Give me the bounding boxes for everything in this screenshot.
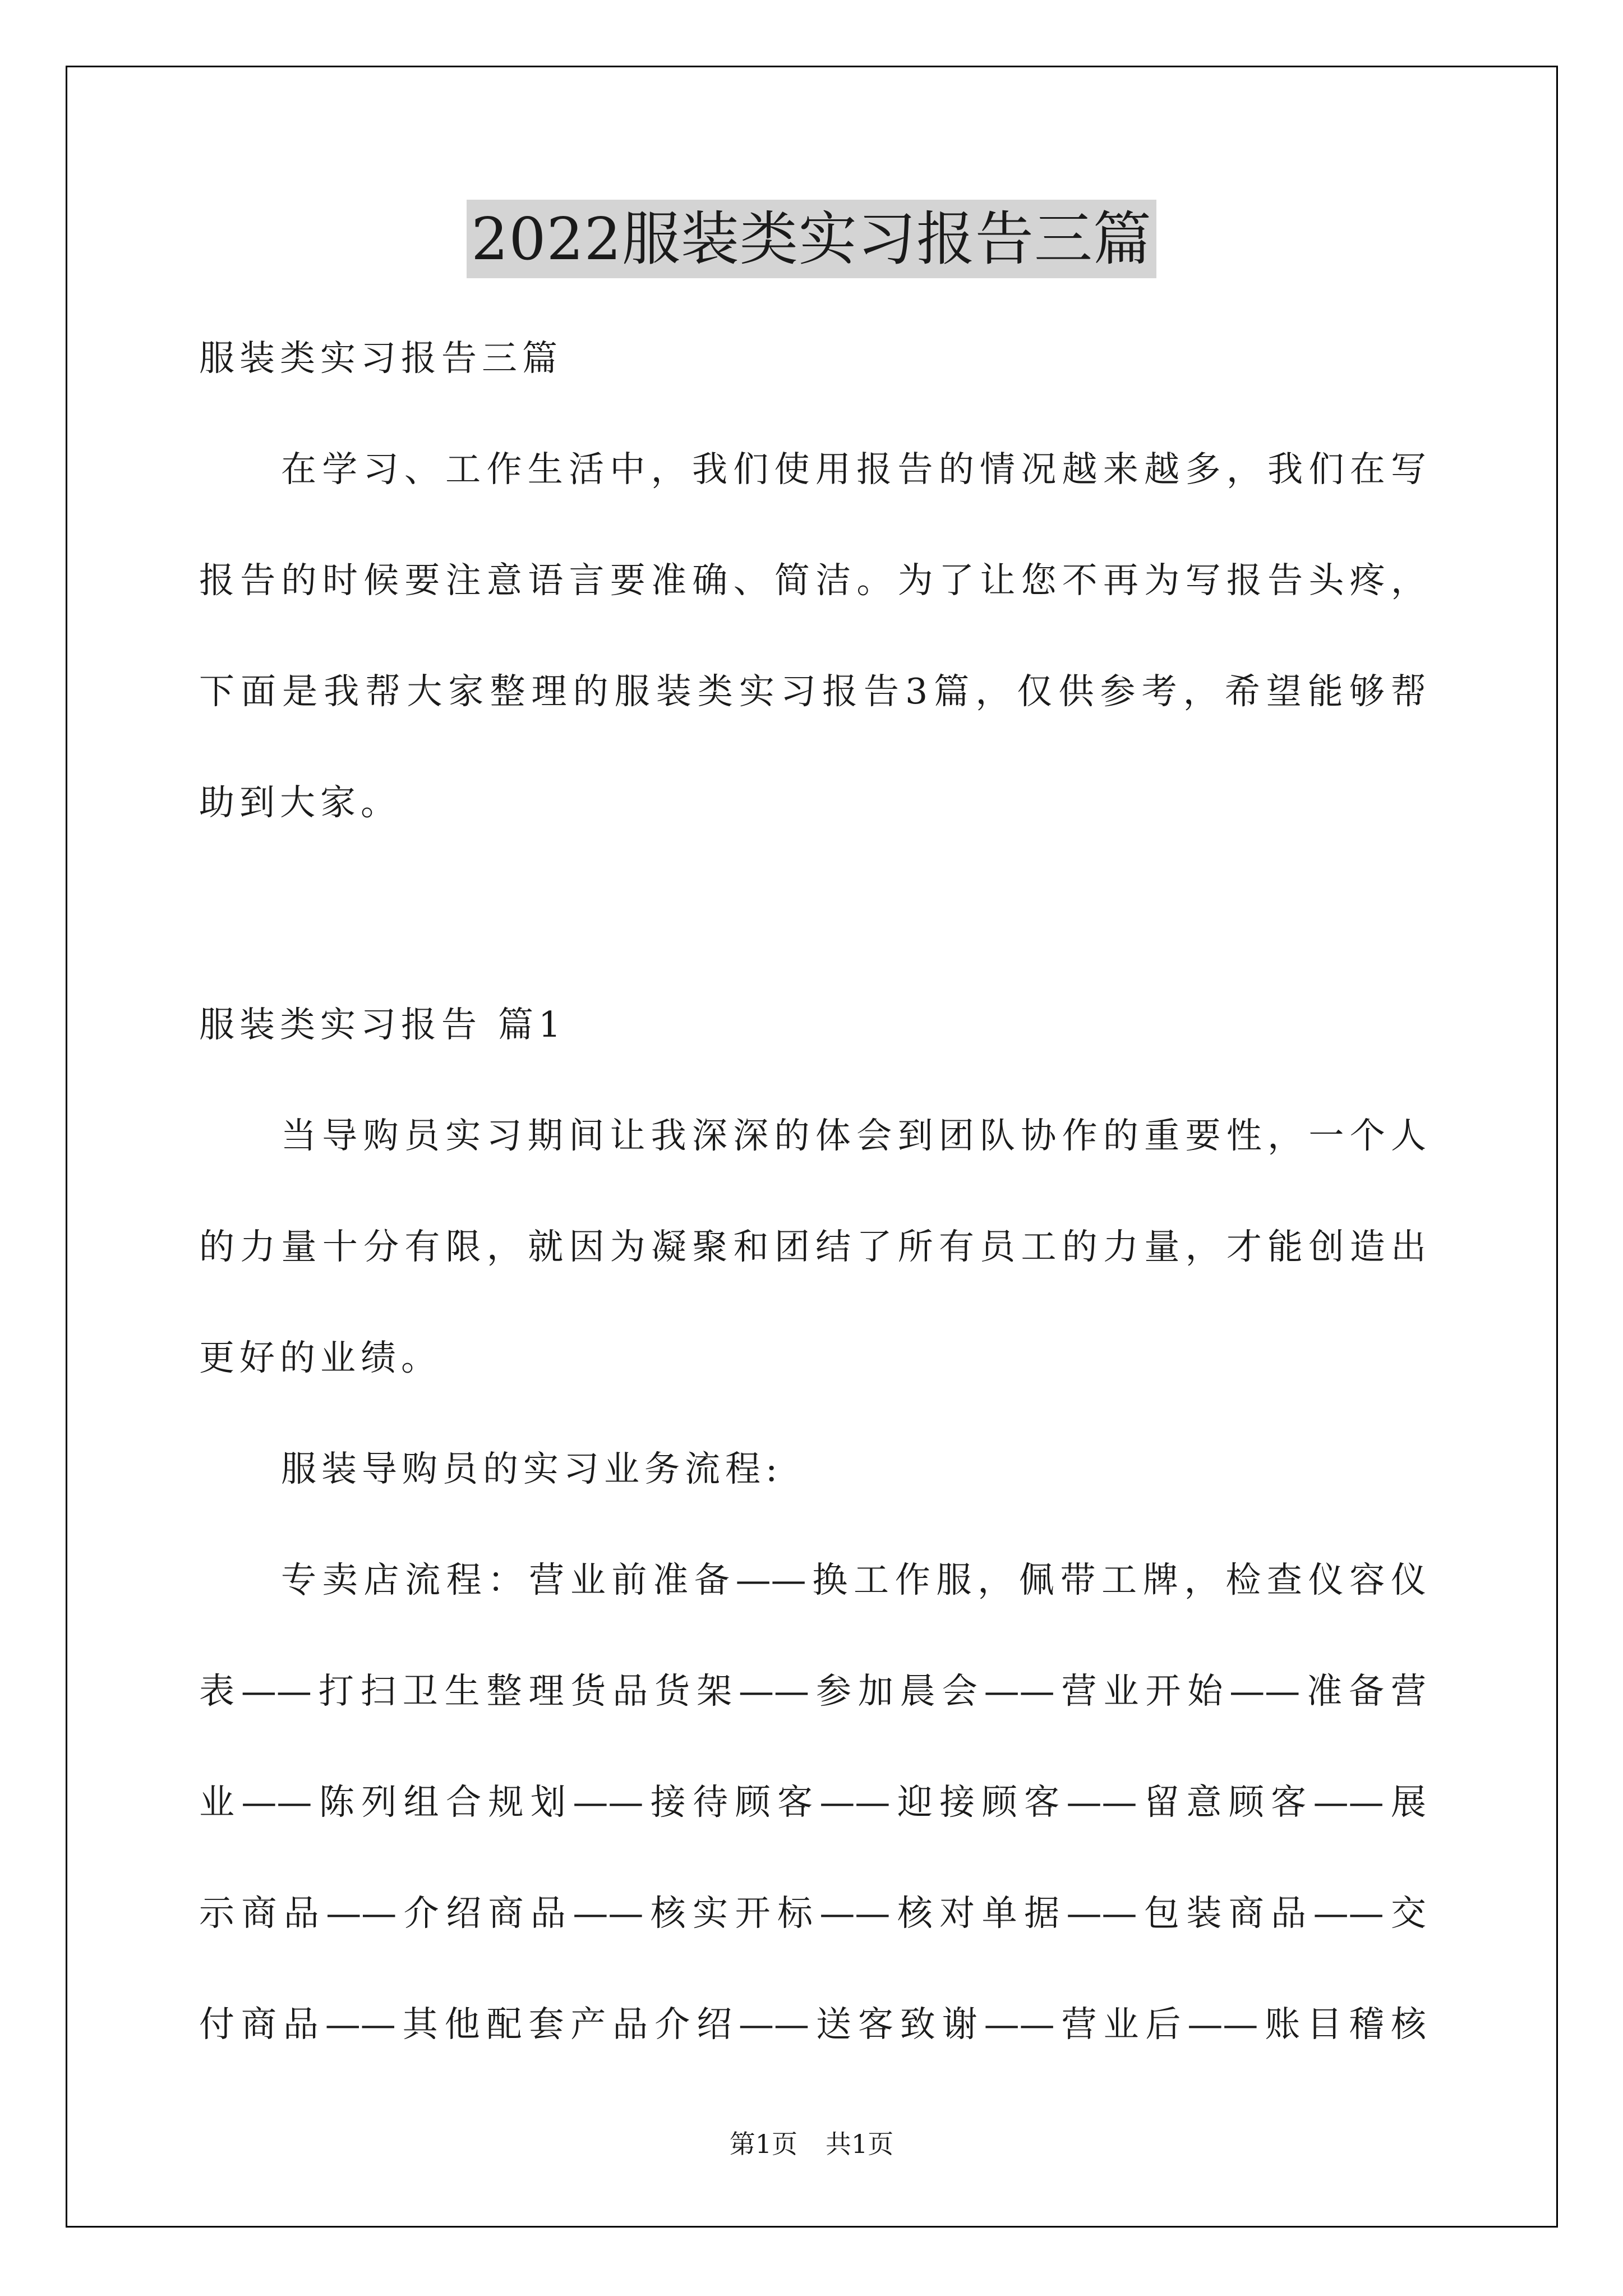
paragraph-line: 付商品——其他配套产品介绍——送客致谢——营业后——账目稽核 xyxy=(199,2004,1426,2045)
paragraph-line: 专卖店流程：营业前准备——换工作服，佩带工牌，检查仪容仪 xyxy=(281,1559,1426,1600)
paragraph-line: 业——陈列组合规划——接待顾客——迎接顾客——留意顾客——展 xyxy=(199,1782,1426,1823)
paragraph-line: 表——打扫卫生整理货品货架——参加晨会——营业开始——准备营 xyxy=(199,1671,1426,1711)
intro-line: 在学习、工作生活中，我们使用报告的情况越来越多，我们在写 xyxy=(281,449,1426,490)
page-footer xyxy=(0,2127,1623,2161)
intro-line: 下面是我帮大家整理的服装类实习报告3篇，仅供参考，希望能够帮 xyxy=(199,671,1426,712)
page-number: 第1页 xyxy=(729,2129,797,2159)
intro-line: 助到大家。 xyxy=(199,782,401,823)
paragraph-line: 更好的业绩。 xyxy=(199,1337,441,1378)
paragraph-line: 示商品——介绍商品——核实开标——核对单据——包装商品——交 xyxy=(199,1893,1426,1934)
document-title: 2022服装类实习报告三篇 xyxy=(467,200,1156,278)
paragraph-line: 服装导购员的实习业务流程: xyxy=(281,1448,783,1489)
section-heading: 服装类实习报告 篇1 xyxy=(199,1004,566,1045)
page-total: 共1页 xyxy=(826,2129,894,2159)
paragraph-line: 当导购员实习期间让我深深的体会到团队协作的重要性，一个人 xyxy=(281,1115,1426,1156)
document-body xyxy=(199,303,1426,2080)
intro-line: 报告的时候要注意语言要准确、简洁。为了让您不再为写报告头疼， xyxy=(199,560,1426,601)
document-subtitle: 服装类实习报告三篇 xyxy=(199,338,562,379)
title-container xyxy=(0,200,1623,278)
spacer xyxy=(199,858,1426,969)
paragraph-line: 的力量十分有限，就因为凝聚和团结了所有员工的力量，才能创造出 xyxy=(199,1226,1426,1267)
